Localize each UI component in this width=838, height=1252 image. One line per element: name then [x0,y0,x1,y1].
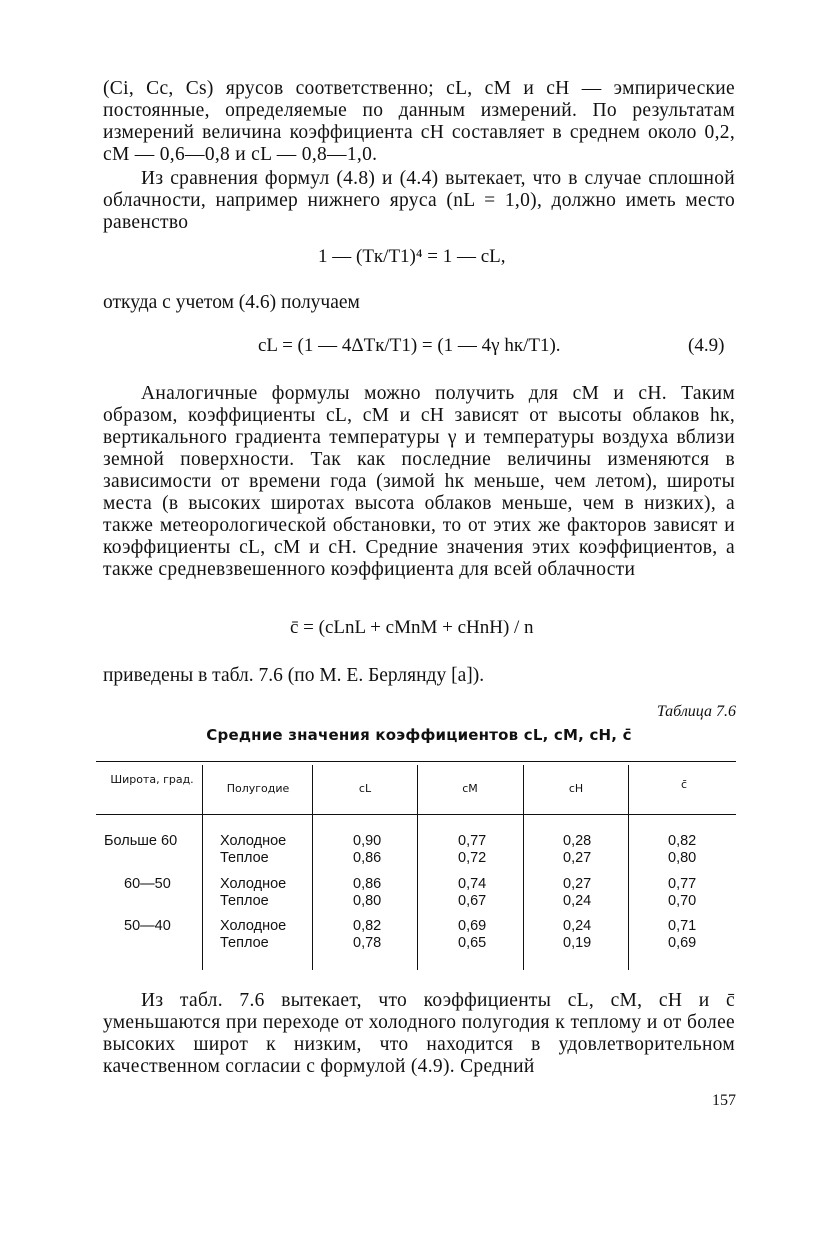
paragraph-6 [103,990,735,1078]
cell-ch: 0,24 [563,893,592,909]
formula-4-9 [258,335,561,357]
cell-cl: 0,90 [353,833,382,849]
table-header-cl: cL [358,782,372,795]
table-caption: Средние значения коэффициентов cL, cM, cH, c̄ [206,726,632,744]
cell-season: Холодное [220,876,287,892]
cell-cl: 0,86 [353,850,382,866]
paragraph-3-text: откуда с учетом (4.6) получаем [103,292,360,313]
formula-equality [318,246,506,268]
equation-number: (4.9) [688,335,725,356]
table-header-latitude: Широта, град. [110,773,194,786]
table-col-divider [202,765,203,970]
cell-ch: 0,28 [563,833,592,849]
table-header-c-mean: c̄ [680,778,688,791]
cell-c-mean: 0,77 [668,876,697,892]
page-number: 157 [712,1092,736,1109]
table-header-rule [96,814,736,815]
cell-cl: 0,78 [353,935,382,951]
cell-ch: 0,27 [563,876,592,892]
cell-c-mean: 0,82 [668,833,697,849]
cell-season: Холодное [220,833,287,849]
cell-cm: 0,77 [458,833,487,849]
table-header-cm: cM [462,782,478,795]
cell-ch: 0,19 [563,935,592,951]
cell-cl: 0,82 [353,918,382,934]
cell-season: Теплое [220,850,269,866]
cell-cl: 0,86 [353,876,382,892]
cell-cm: 0,69 [458,918,487,934]
table-header-season: Полугодие [226,782,290,795]
paragraph-2 [103,168,735,234]
cell-c-mean: 0,80 [668,850,697,866]
cell-cm: 0,65 [458,935,487,951]
paragraph-6-text: Из табл. 7.6 вытекает, что коэффициенты cL, cM, cH и c̄ уменьшаются при переходе от холодного полугодия к теплому и от более высоких широт к низким, что находится в удовлетворительном качественном согласии с формулой (4.9). Средний [103,990,735,1077]
paragraph-3 [103,292,360,314]
cell-latitude: Больше 60 [104,833,178,849]
table-col-divider [523,765,524,970]
cell-season: Теплое [220,935,269,951]
cell-latitude: 50—40 [124,918,171,934]
formula-weighted-mean [290,617,534,639]
cell-season: Холодное [220,918,287,934]
table-col-divider [628,765,629,970]
paragraph-1 [103,78,735,166]
cell-season: Теплое [220,893,269,909]
paragraph-4 [103,383,735,581]
cell-cl: 0,80 [353,893,382,909]
paragraph-1-text: (Ci, Cc, Cs) ярусов соответственно; cL, cM и cH — эмпирические постоянные, определяемые по данным измерений. По результатам измерений величина коэффициента cH составляет в среднем около 0,2, cM — 0,6—0,8 и cL — 0,8—1,0. [103,78,735,165]
cell-c-mean: 0,69 [668,935,697,951]
table-top-rule [96,761,736,762]
paragraph-5 [103,665,484,687]
formula-4-9-text: cL = (1 — 4ΔTк/T1) = (1 — 4γ hк/T1). [258,335,561,356]
cell-c-mean: 0,70 [668,893,697,909]
cell-cm: 0,72 [458,850,487,866]
cell-ch: 0,24 [563,918,592,934]
cell-latitude: 60—50 [124,876,171,892]
table-col-divider [312,765,313,970]
paragraph-5-text: приведены в табл. 7.6 (по М. Е. Берлянду [а]). [103,665,485,686]
table-col-divider [417,765,418,970]
formula-weighted-mean-text: c̄ = (cLnL + cMnM + cHnH) / n [290,617,534,638]
table-header-ch: cH [568,782,584,795]
cell-cm: 0,67 [458,893,487,909]
formula-equality-text: 1 — (Tк/T1)⁴ = 1 — cL, [318,246,506,267]
cell-ch: 0,27 [563,850,592,866]
cell-c-mean: 0,71 [668,918,697,934]
cell-cm: 0,74 [458,876,487,892]
table-number: Таблица 7.6 [656,703,736,720]
paragraph-4-text: Аналогичные формулы можно получить для cM и cH. Таким образом, коэффициенты cL, cM и cH зависят от высоты облаков hк, вертикального градиента температуры γ и температуры воздуха вблизи земной поверхности. Так как последние величины изменяются в зависимости от времени года (зимой hк меньше, чем летом), широты места (в высоких широтах высота облаков меньше, чем в низких), а также метеорологической обстановки, то от этих же факторов зависят и коэффициенты cL, cM и cH. Средние значения этих коэффициентов, а также средневзвешенного коэффициента для всей облачности [103,383,735,580]
paragraph-2-text: Из сравнения формул (4.8) и (4.4) вытекает, что в случае сплошной облачности, например нижнего яруса (nL = 1,0), должно иметь место равенство [103,168,735,233]
